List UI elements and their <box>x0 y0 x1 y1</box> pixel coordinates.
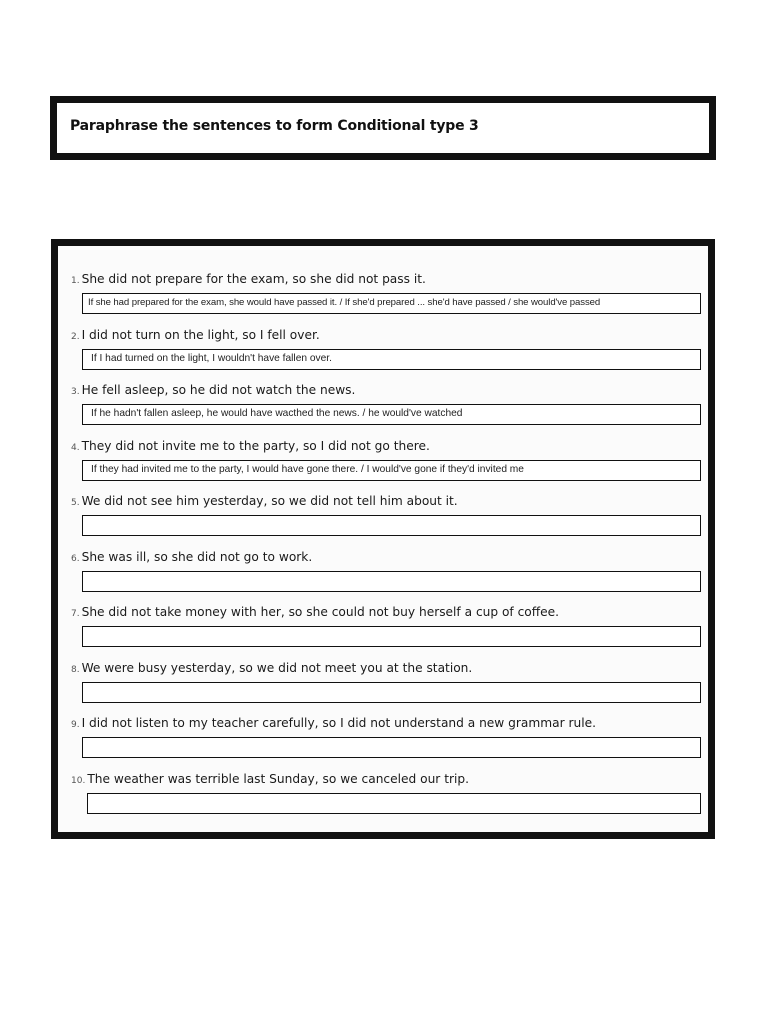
answer-field-4[interactable] <box>82 460 701 481</box>
answer-1-text: If she had prepared for the exam, she would have passed it. / If she'd prepared ... she'd have passed / she would've passed <box>88 297 601 308</box>
question-4-number: 4. <box>71 443 80 453</box>
answer-field-5[interactable] <box>82 515 701 536</box>
question-10-line <box>71 772 469 786</box>
worksheet-title: Paraphrase the sentences to form Conditional type 3 <box>70 118 479 134</box>
question-7-line <box>71 605 559 619</box>
question-4-text: They did not invite me to the party, so I did not go there. <box>81 439 430 453</box>
question-3-number: 3. <box>71 387 80 397</box>
question-6-number: 6. <box>71 554 80 564</box>
question-10 <box>58 772 708 822</box>
question-8-number: 8. <box>71 665 80 675</box>
question-8-line <box>71 661 472 675</box>
question-5 <box>58 494 708 544</box>
question-9-number: 9. <box>71 720 80 730</box>
question-9-text: I did not listen to my teacher carefully, so I did not understand a new grammar rule. <box>81 716 596 730</box>
question-10-text: The weather was terrible last Sunday, so we canceled our trip. <box>87 772 469 786</box>
question-3-line <box>71 383 355 397</box>
question-9 <box>58 716 708 766</box>
question-3-text: He fell asleep, so he did not watch the news. <box>81 383 356 397</box>
answer-field-2[interactable] <box>82 349 701 370</box>
answer-3-text: If he hadn't fallen asleep, he would have wacthed the news. / he would've watched <box>91 408 463 419</box>
answer-field-9[interactable] <box>82 737 701 758</box>
title-box <box>50 96 716 160</box>
question-4 <box>58 439 708 489</box>
question-2-line <box>71 328 320 342</box>
question-8 <box>58 661 708 711</box>
question-1 <box>58 272 708 322</box>
question-8-text: We were busy yesterday, so we did not meet you at the station. <box>81 661 473 675</box>
question-6-line <box>71 550 312 564</box>
question-2-text: I did not turn on the light, so I fell over. <box>81 328 320 342</box>
answer-4-text: If they had invited me to the party, I would have gone there. / I would've gone if they'd invited me <box>91 464 524 475</box>
answer-2-text: If I had turned on the light, I wouldn't have fallen over. <box>91 353 332 364</box>
question-2 <box>58 328 708 378</box>
question-4-line <box>71 439 430 453</box>
question-2-number: 2. <box>71 332 80 342</box>
question-5-text: We did not see him yesterday, so we did not tell him about it. <box>81 494 458 508</box>
question-6 <box>58 550 708 600</box>
answer-field-1[interactable] <box>82 293 701 314</box>
question-6-text: She was ill, so she did not go to work. <box>81 550 313 564</box>
answer-field-3[interactable] <box>82 404 701 425</box>
question-1-number: 1. <box>71 276 80 286</box>
question-1-line <box>71 272 426 286</box>
question-5-line <box>71 494 458 508</box>
answer-field-10[interactable] <box>87 793 701 814</box>
question-7-number: 7. <box>71 609 80 619</box>
question-7-text: She did not take money with her, so she could not buy herself a cup of coffee. <box>81 605 560 619</box>
question-5-number: 5. <box>71 498 80 508</box>
answer-field-6[interactable] <box>82 571 701 592</box>
question-10-number: 10. <box>71 776 86 786</box>
exercise-box <box>51 239 715 839</box>
question-3 <box>58 383 708 433</box>
answer-field-7[interactable] <box>82 626 701 647</box>
question-9-line <box>71 716 596 730</box>
answer-field-8[interactable] <box>82 682 701 703</box>
question-7 <box>58 605 708 655</box>
question-1-text: She did not prepare for the exam, so she did not pass it. <box>81 272 426 286</box>
